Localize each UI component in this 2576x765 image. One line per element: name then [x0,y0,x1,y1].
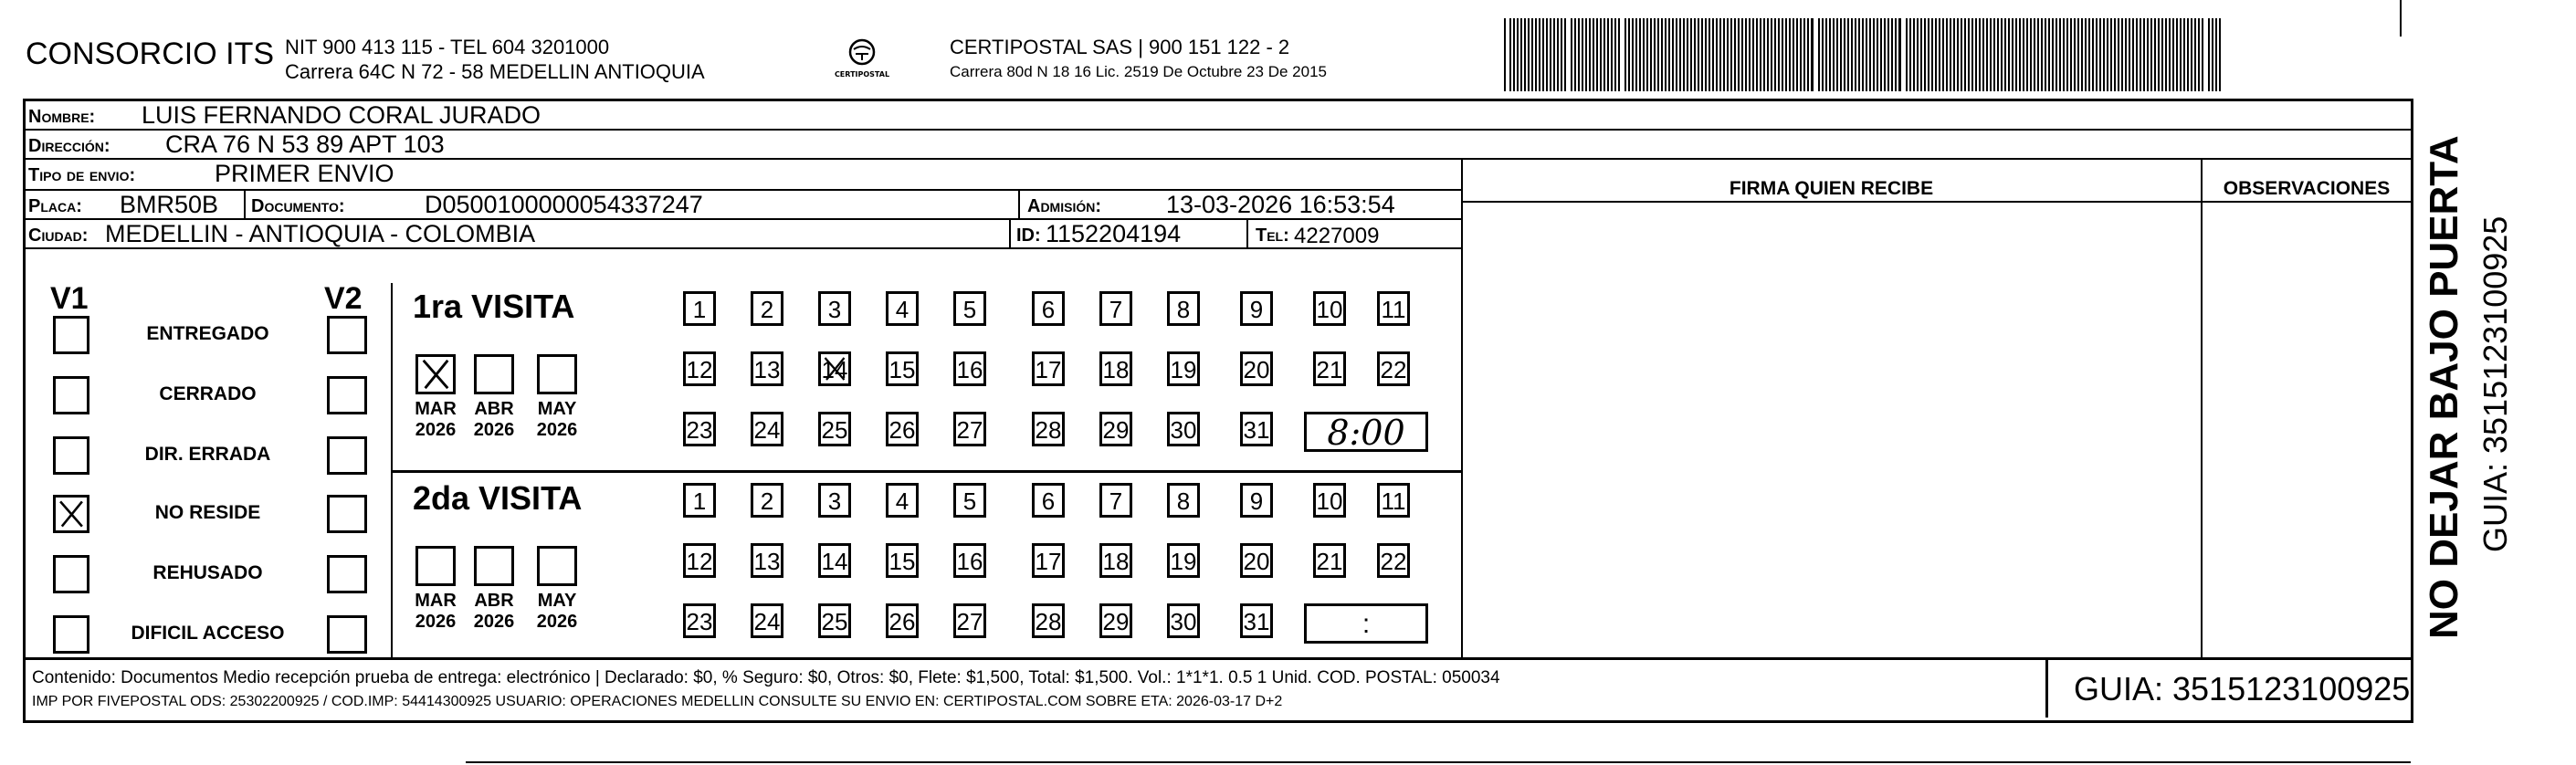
certipostal-info [950,35,1327,84]
day-box[interactable]: 31 [1240,412,1273,446]
day-box[interactable]: 6 [1032,483,1065,518]
day-box[interactable]: 2 [751,483,783,518]
day-box[interactable]: 25 [818,412,851,446]
status-label: CERRADO [159,383,257,404]
certipostal-logo [829,37,895,82]
month-checkbox[interactable] [537,354,577,394]
direccion-value: CRA 76 N 53 89 APT 103 [165,131,445,158]
v1-checkbox[interactable] [53,615,89,654]
divider [1009,220,1011,249]
day-box[interactable]: 7 [1099,483,1132,518]
direccion-row [23,131,2411,160]
divider [244,191,246,220]
month-name: MAY [537,399,577,419]
v1-header: V1 [50,281,89,316]
v1-checkbox[interactable] [53,316,89,354]
divider [1246,220,1248,249]
day-box[interactable]: 13 [751,543,783,578]
day-box[interactable]: 28 [1032,412,1065,446]
day-box[interactable]: 26 [886,603,919,638]
ciudad-label: Ciudad: [28,225,89,246]
v2-checkbox[interactable] [327,316,367,354]
day-box[interactable]: 17 [1032,351,1065,386]
day-box[interactable]: 29 [1099,603,1132,638]
day-box[interactable]: 24 [751,603,783,638]
month-checkbox[interactable] [415,546,456,586]
v1-checkbox[interactable] [53,495,89,533]
footer-impresion: IMP POR FIVEPOSTAL ODS: 25302200925 / COD.IMP: 54414300925 USUARIO: OPERACIONES MEDELLIN CONSULTE SU ENVIO EN: CERTIPOSTAL.COM SOBRE ETA: 2026-03-17 D+2 [32,694,1283,709]
month-name: MAY [537,591,577,611]
day-box[interactable]: 20 [1240,351,1273,386]
company-info [285,35,705,84]
day-box[interactable]: 14 [818,351,851,386]
day-box[interactable]: 29 [1099,412,1132,446]
status-label: DIR. ERRADA [144,444,271,465]
day-box[interactable]: 31 [1240,603,1273,638]
month-year: 2026 [473,612,515,632]
day-box[interactable]: 21 [1313,351,1346,386]
v2-checkbox[interactable] [327,555,367,593]
company-address: Carrera 64C N 72 - 58 MEDELLIN ANTIOQUIA [285,60,705,83]
nombre-row [23,101,2411,131]
v2-header: V2 [324,281,363,316]
day-box[interactable]: 1 [683,483,716,518]
month-label [467,591,521,633]
day-box[interactable]: 23 [683,603,716,638]
day-box[interactable]: 4 [886,291,919,326]
day-box[interactable]: 18 [1099,543,1132,578]
day-box[interactable]: 7 [1099,291,1132,326]
day-box[interactable]: 30 [1167,412,1200,446]
day-box[interactable]: 20 [1240,543,1273,578]
tipo-label: Tipo de envio: [28,165,136,185]
v2-checkbox[interactable] [327,376,367,414]
month-label [530,399,584,441]
day-box[interactable]: 6 [1032,291,1065,326]
firma-header: FIRMA QUIEN RECIBE [1729,178,1934,199]
day-box[interactable]: 2 [751,291,783,326]
v2-checkbox[interactable] [327,436,367,475]
month-checkbox[interactable] [537,546,577,586]
no-dejar-warning: NO DEJAR BAJO PUERTA [2422,135,2466,639]
day-box[interactable]: 24 [751,412,783,446]
svg-text:CERTIPOSTAL: CERTIPOSTAL [834,70,890,79]
day-box[interactable]: 12 [683,351,716,386]
guia-number: GUIA: 3515123100925 [2045,657,2411,718]
admision-value: 13-03-2026 16:53:54 [1166,191,1395,218]
status-label: REHUSADO [152,562,263,583]
day-box[interactable]: 30 [1167,603,1200,638]
divider [2201,160,2203,657]
day-box[interactable]: 17 [1032,543,1065,578]
barcode [1504,18,2225,91]
nombre-value: LUIS FERNANDO CORAL JURADO [142,101,541,129]
month-checkbox[interactable] [474,546,514,586]
day-box[interactable]: 16 [953,543,986,578]
id-value: 1152204194 [1046,220,1182,247]
day-box[interactable]: 4 [886,483,919,518]
v1-checkbox[interactable] [53,436,89,475]
day-box[interactable]: 13 [751,351,783,386]
observaciones-header: OBSERVACIONES [2223,178,2391,199]
day-box[interactable]: 5 [953,483,986,518]
day-box[interactable]: 15 [886,351,919,386]
day-box[interactable]: 23 [683,412,716,446]
day-box[interactable]: 18 [1099,351,1132,386]
day-box[interactable]: 5 [953,291,986,326]
day-box[interactable]: 19 [1167,543,1200,578]
admision-label: Admisión: [1027,196,1101,216]
day-box[interactable]: 16 [953,351,986,386]
day-box[interactable]: 27 [953,603,986,638]
time-field[interactable]: 8:00 [1304,412,1428,452]
month-year: 2026 [536,420,578,440]
documento-label: Documento: [251,196,345,216]
day-box[interactable]: 10 [1313,483,1346,518]
corner-mark [2400,0,2402,37]
direccion-label: Dirección: [28,136,110,156]
v1-checkbox[interactable] [53,376,89,414]
month-year: 2026 [415,420,457,440]
company-name: CONSORCIO ITS [26,37,275,71]
documento-value: D0500100000054337247 [425,191,703,218]
company-nit: NIT 900 413 115 - TEL 604 3201000 [285,36,610,58]
divider [391,470,1461,473]
month-name: MAR [415,399,457,419]
day-box[interactable]: 9 [1240,291,1273,326]
tipo-value: PRIMER ENVIO [215,160,394,187]
month-name: ABR [474,399,514,419]
certipostal-address: Carrera 80d N 18 16 Lic. 2519 De Octubre 23 De 2015 [950,63,1327,80]
month-year: 2026 [536,612,578,632]
day-box[interactable]: 19 [1167,351,1200,386]
month-name: MAR [415,591,457,611]
month-year: 2026 [415,612,457,632]
day-box[interactable]: 28 [1032,603,1065,638]
month-checkbox[interactable] [474,354,514,394]
day-box[interactable]: 26 [886,412,919,446]
day-box[interactable]: 25 [818,603,851,638]
status-label: DIFICIL ACCESO [131,623,285,644]
day-box[interactable]: 1 [683,291,716,326]
ciudad-value: MEDELLIN - ANTIOQUIA - COLOMBIA [105,220,536,247]
day-box[interactable]: 27 [953,412,986,446]
footer-contenido: Contenido: Documentos Medio recepción prueba de entrega: electrónico | Declarado: $0, % Seguro: $0, Otros: $0, Flete: $1,500, Total: $1,500. Vol.: 1*1*1. 0.5 1 Unid. COD. POSTAL: 050034 [32,668,1500,687]
placa-row [23,191,1462,220]
placa-value: BMR50B [120,191,219,218]
status-label: ENTREGADO [146,323,269,344]
day-box[interactable]: 8 [1167,291,1200,326]
day-box[interactable]: 21 [1313,543,1346,578]
visit-title: 2da VISITA [413,479,583,517]
day-box[interactable]: 14 [818,543,851,578]
day-box[interactable]: 3 [818,483,851,518]
month-checkbox[interactable] [415,354,456,394]
day-box[interactable]: 22 [1377,351,1410,386]
placa-label: Placa: [28,196,82,216]
month-label [467,399,521,441]
tel-value: 4227009 [1294,224,1380,248]
id-label: ID: [1016,225,1041,246]
visit-title: 1ra VISITA [413,288,575,325]
tel-label: Tel: [1256,225,1289,246]
day-box[interactable]: 11 [1377,483,1410,518]
day-box[interactable]: 22 [1377,543,1410,578]
v2-checkbox[interactable] [327,615,367,654]
day-box[interactable]: 12 [683,543,716,578]
certipostal-nit: CERTIPOSTAL SAS | 900 151 122 - 2 [950,36,1290,58]
divider [2411,131,2413,657]
day-box[interactable]: 10 [1313,291,1346,326]
day-box[interactable]: 3 [818,291,851,326]
month-label [408,591,463,633]
day-box[interactable]: 9 [1240,483,1273,518]
day-box[interactable]: 8 [1167,483,1200,518]
month-label [408,399,463,441]
status-label: NO RESIDE [154,502,261,523]
day-box[interactable]: 15 [886,543,919,578]
month-label [530,591,584,633]
v1-checkbox[interactable] [53,555,89,593]
bottom-edge-line [466,761,2411,763]
time-field[interactable]: : [1304,603,1428,644]
side-guia: GUIA: 3515123100925 [2476,215,2514,552]
month-year: 2026 [473,420,515,440]
divider [1462,201,2412,203]
nombre-label: Nombre: [28,107,96,127]
month-name: ABR [474,591,514,611]
ciudad-row [23,220,1462,249]
divider [1018,191,1020,220]
day-box[interactable]: 11 [1377,291,1410,326]
v2-checkbox[interactable] [327,495,367,533]
